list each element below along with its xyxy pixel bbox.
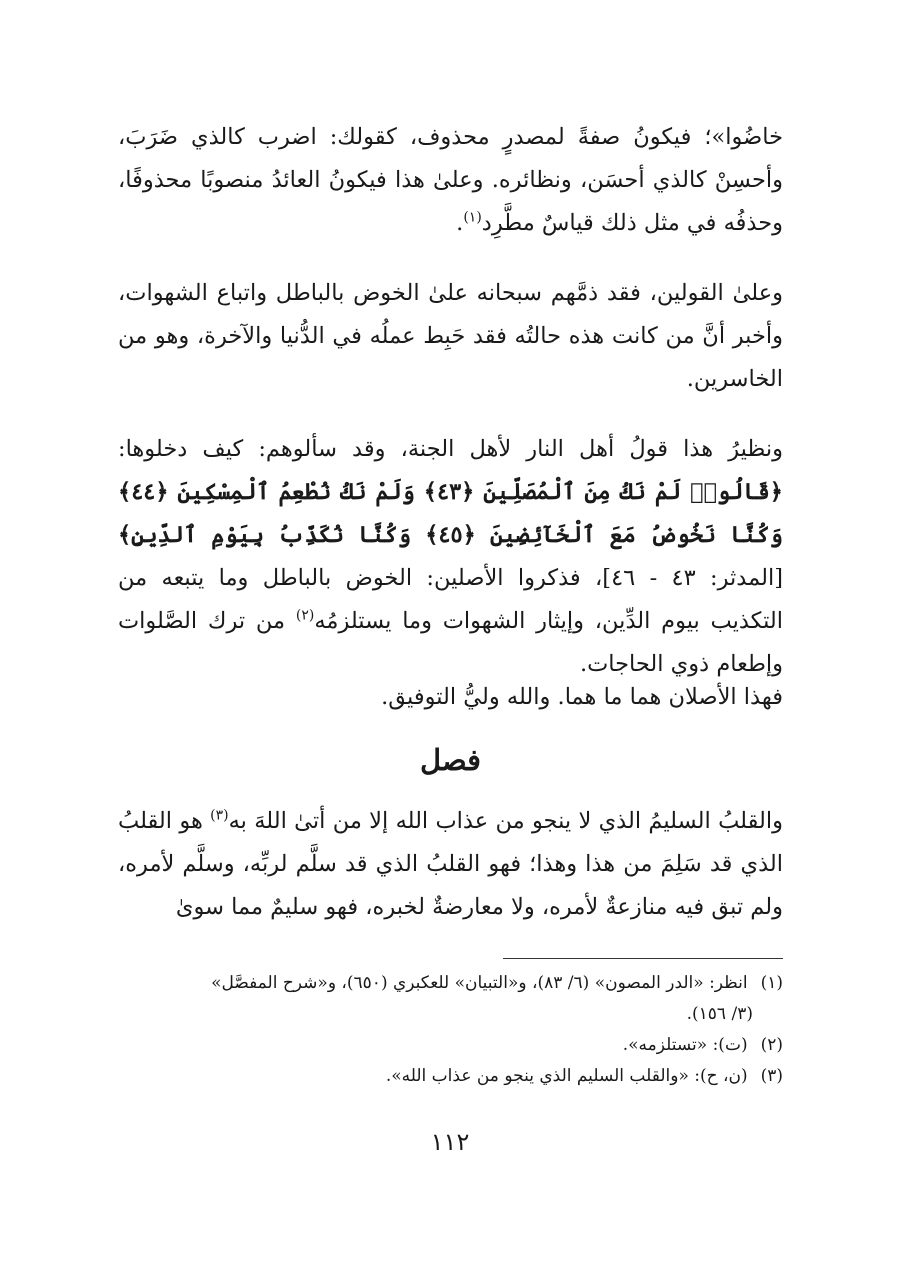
paragraph-2: وعلىٰ القولين، فقد ذمَّهم سبحانه علىٰ الخوض بالباطل واتباع الشهوات، وأخبر أنَّ من كانت هذه حالتُه فقد حَبِط عملُه في الدُّنيا والآخرة، وهو من الخاسرين. [118, 280, 783, 392]
paragraph-3 [118, 428, 783, 686]
page-number: ١١٢ [430, 1128, 470, 1156]
quran-citation: [المدثر: ٤٣ - ٤٦] [602, 565, 783, 591]
footnote-ref-3[interactable]: (٣) [210, 807, 229, 824]
footnote-separator [503, 958, 783, 959]
paragraph-1-text: خاضُوا»؛ فيكونُ صفةً لمصدرٍ محذوف، كقولك: اضرب كالذي ضَرَبَ، وأحسِنْ كالذي أحسَن، ونظائره. وعلىٰ هذا فيكونُ العائدُ منصوبًا محذوفًا، وحذفُه في مثل ذلك قياسٌ مطَّرِد [118, 124, 783, 236]
paragraph-3-rest: ، فذكروا الأصلين: الخوض بالباطل وما يتبعه من التكذيب بيوم الدِّين، وإيثار الشهوات وما يستلزمُه [118, 565, 784, 634]
paragraph-4: فهذا الأصلان هما ما هما. والله وليُّ التوفيق. [381, 684, 783, 710]
footnote-3-text: (ن، ح): «والقلب السليم الذي ينجو من عذاب الله». [385, 1066, 748, 1086]
paragraph-5-start: والقلبُ السليمُ الذي لا ينجو من عذاب الله إلا من أتىٰ اللهَ به [228, 808, 783, 834]
footnote-1-number: (١) [760, 973, 783, 993]
footnote-2-number: (٢) [760, 1035, 783, 1055]
paragraph-1-tail: . [456, 210, 464, 236]
paragraph-1 [118, 116, 783, 245]
paragraph-3-intro: ونظيرُ هذا قولُ أهل النار لأهل الجنة، وقد سألوهم: كيف دخلوها: [118, 436, 783, 462]
footnote-3-number: (٣) [760, 1066, 783, 1086]
footnote-1 [118, 968, 783, 999]
footnotes [118, 968, 783, 1092]
footnote-ref-1[interactable]: (١) [463, 209, 482, 226]
footnote-1-text: انظر: «الدر المصون» (٦/ ٨٣)، و«التبيان» للعكبري (٦٥٠)، و«شرح المفصَّل» [211, 973, 748, 993]
footnote-3 [118, 1061, 783, 1092]
paragraph-5-rest: هو القلبُ الذي قد سَلِمَ من هذا وهذا؛ فهو القلبُ الذي قد سلَّم لربِّه، وسلَّم لأمره، ولم تبق فيه منازعةٌ لأمره، ولا معارضةٌ لخبره، فهو سليمٌ مما سوىٰ [118, 808, 783, 920]
section-heading: فصل [420, 743, 481, 777]
footnote-2 [118, 1030, 783, 1061]
footnote-1-continuation: (٣/ ١٥٦). [686, 1004, 753, 1024]
footnote-2-text: (ت): «تستلزمه». [622, 1035, 748, 1055]
paragraph-5 [118, 800, 783, 929]
paragraph-3-tail: من ترك الصَّلوات وإطعام ذوي الحاجات. [118, 608, 783, 677]
footnote-ref-2[interactable]: (٢) [295, 607, 315, 624]
quran-verse: ﴿قَالُوا۟ لَمْ نَكُ مِنَ ٱلْمُصَلِّينَ ﴿٤٣﴾ وَلَمْ نَكُ نُطْعِمُ ٱلْمِسْكِينَ ﴿٤٤﴾ وَكُنَّا نَخُوضُ مَعَ ٱلْخَآئِضِينَ ﴿٤٥﴾ وَكُنَّا نُكَذِّبُ بِيَوْمِ ٱلدِّينِ﴾ [118, 479, 783, 548]
